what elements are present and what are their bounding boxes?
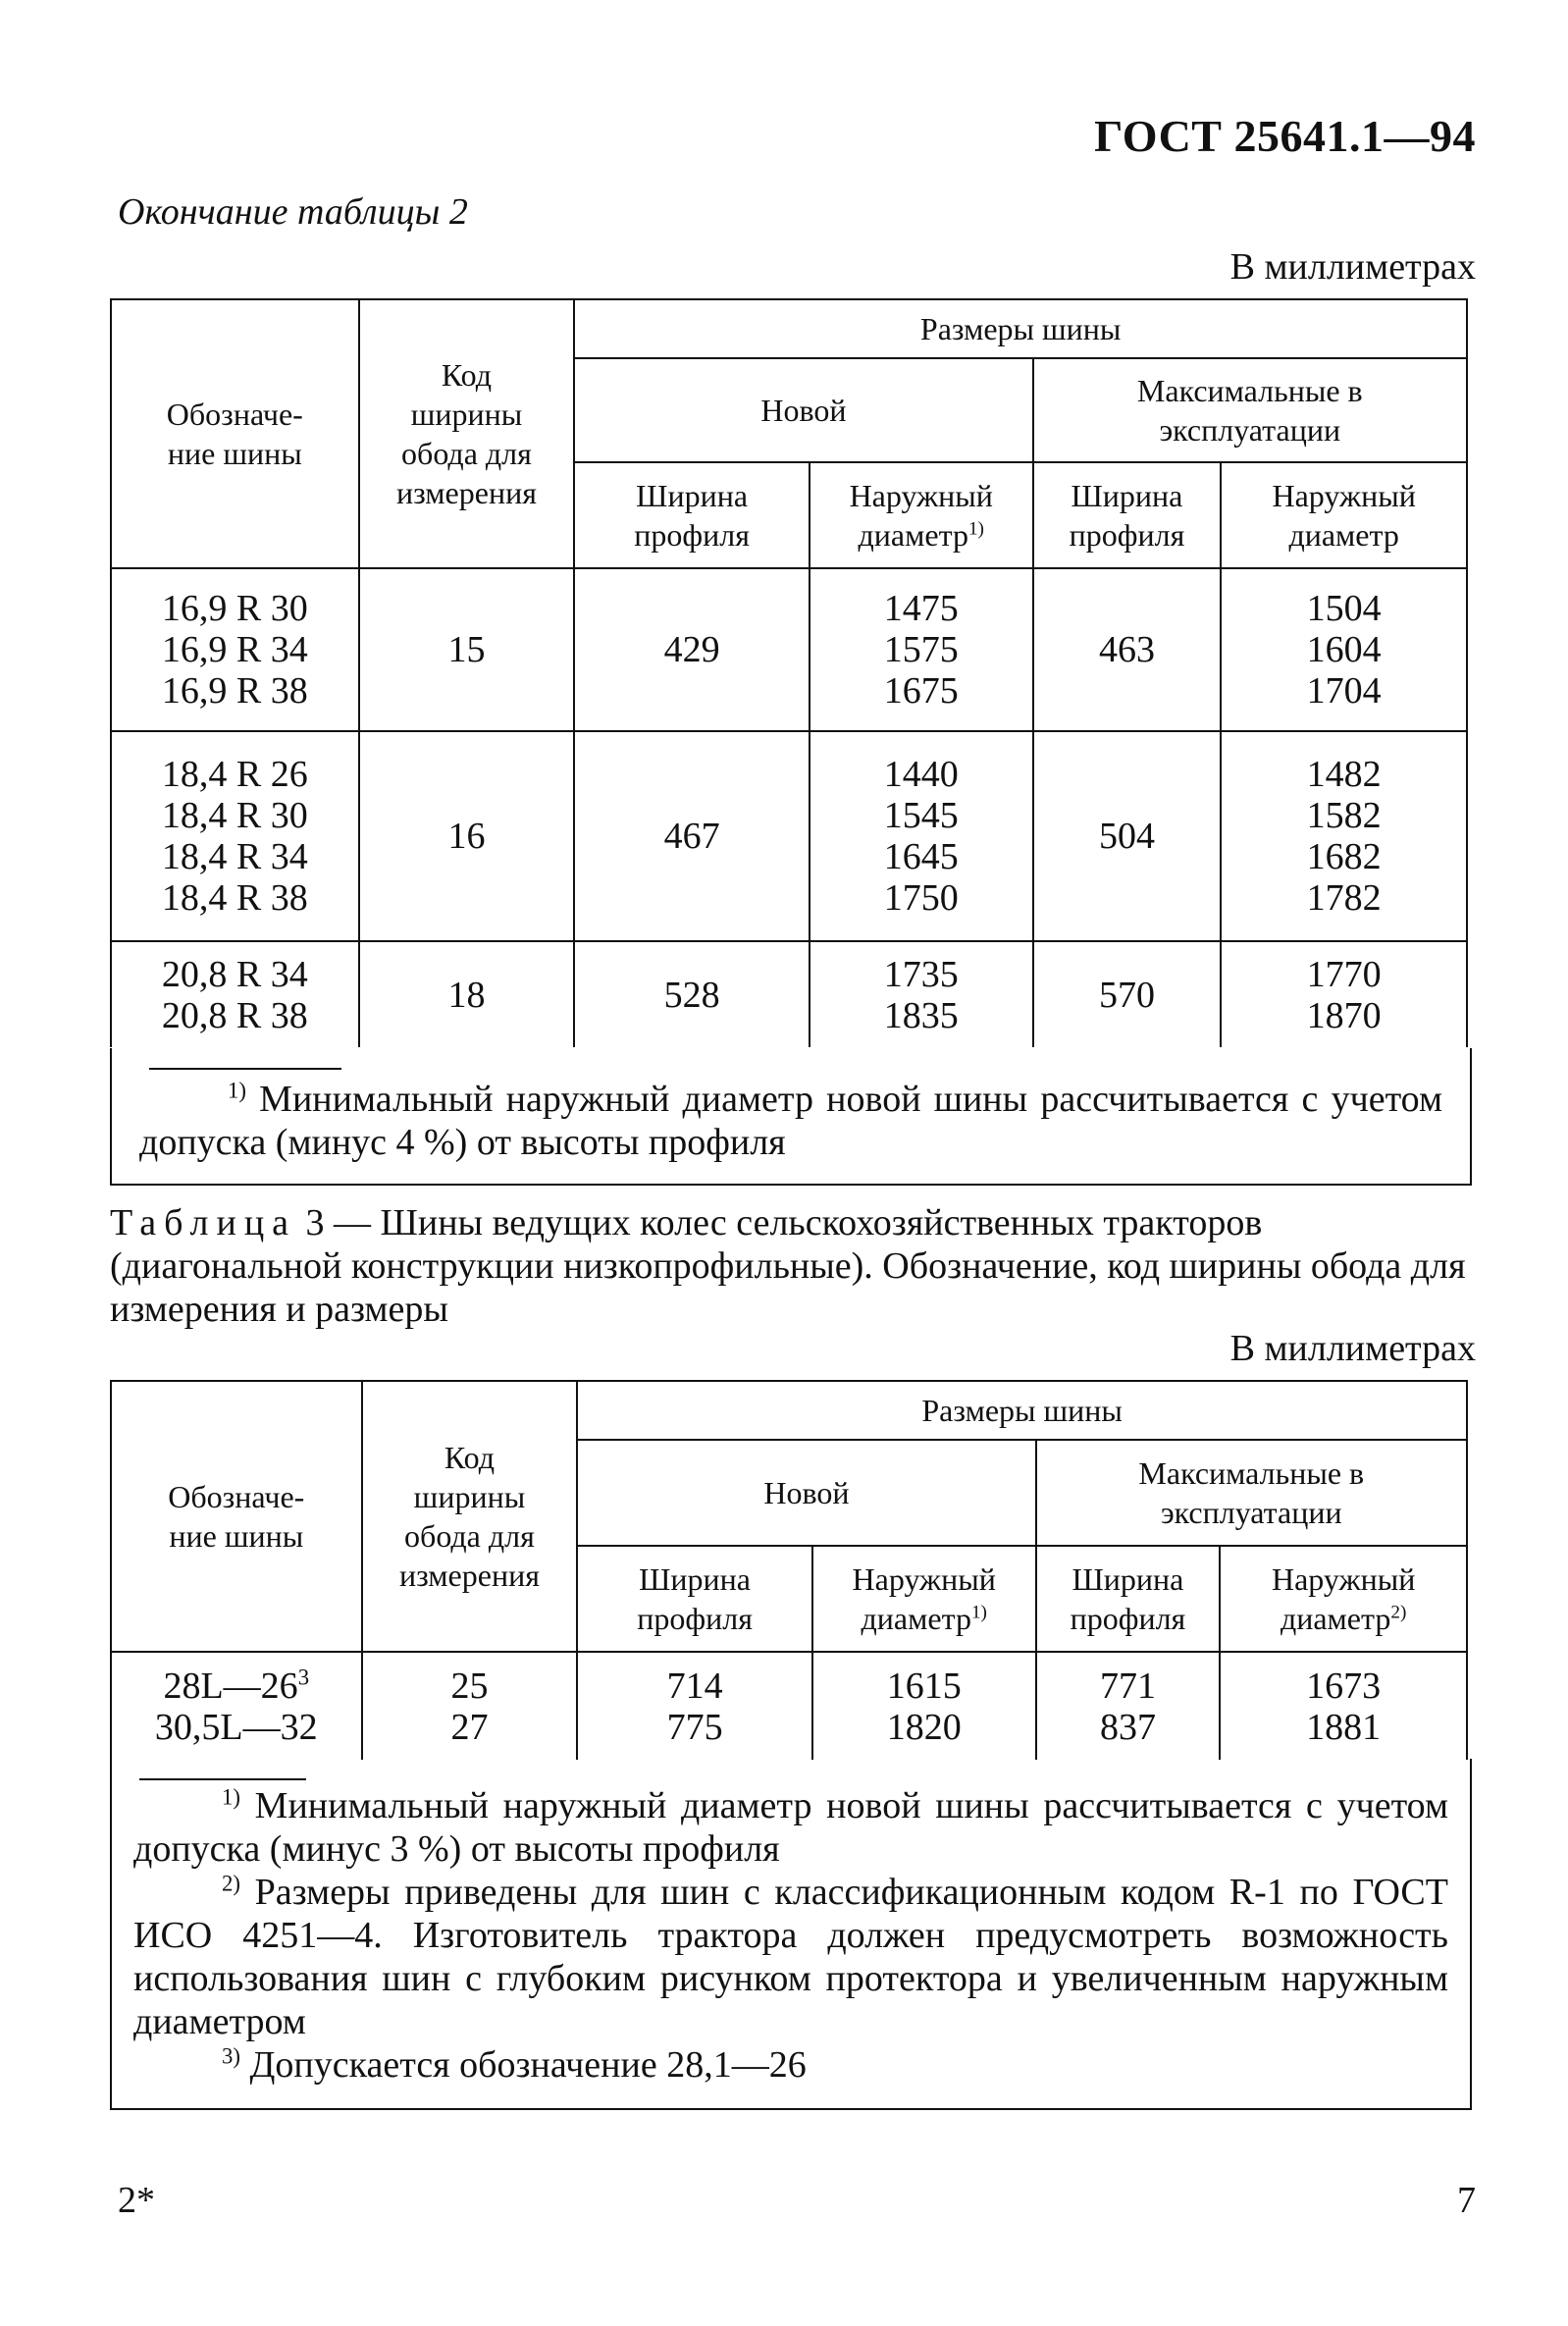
footnote: [139, 1078, 1442, 1164]
cell-max-diameter: [1221, 568, 1467, 731]
header-rim-code-text: [360, 355, 574, 512]
text-line: Ширина: [1071, 1561, 1184, 1597]
cell-new-diameter: [810, 568, 1033, 731]
text-line: диаметр: [1288, 517, 1399, 553]
cell-max-width-value: 837: [1099, 1706, 1156, 1748]
text-line: Ширина: [636, 478, 749, 513]
footnote-rule: [149, 1068, 341, 1070]
t3-header-max-service: [1036, 1440, 1467, 1546]
table2-continuation-caption: Окончание таблицы 2: [118, 191, 468, 233]
header-diameter-new: [810, 462, 1033, 568]
cell-designation-value: 16,9 R 38: [161, 670, 308, 712]
header-width-max-text: [1034, 476, 1221, 555]
text-line: Обозначе-: [168, 1479, 305, 1514]
cell-designation-value: 18,4 R 30: [161, 795, 308, 836]
text-line: ширины: [410, 396, 523, 432]
cell-designation-value: 16,9 R 30: [161, 588, 308, 629]
footnote-rule: [139, 1778, 306, 1780]
cell-max-diameter-value: 1870: [1306, 994, 1382, 1036]
cell-new-width-value: 467: [663, 816, 720, 857]
cell-rim-code-value: 25: [450, 1665, 489, 1707]
footnote-text: Допускается обозначение 28,1—26: [240, 2044, 807, 2086]
cell-rim-code: [359, 731, 575, 941]
footnote-mark: 2): [1390, 1602, 1407, 1623]
cell-new-diameter-value: 1615: [886, 1665, 962, 1707]
t3-header-rim-code: [362, 1381, 578, 1652]
text-line: диаметр$^{2)}$: [1280, 1601, 1407, 1636]
text-line: Код: [444, 1440, 495, 1475]
footnote: [133, 1871, 1448, 2043]
footnote: [133, 1784, 1448, 1871]
cell-max-width-value: 463: [1098, 629, 1155, 670]
table3-unit: В миллиметрах: [1229, 1328, 1476, 1369]
header-diameter-max-text: [1222, 476, 1466, 555]
cell-designation-value: $28L—26^3$: [163, 1664, 310, 1707]
cell-new-diameter: [812, 1652, 1036, 1760]
cell-designation-value: 18,4 R 34: [161, 836, 308, 877]
t3-header-diameter-max-text: [1221, 1559, 1466, 1638]
cell-new-diameter-value: 1440: [883, 754, 959, 795]
cell-designation-value: 18,4 R 38: [161, 877, 308, 919]
cell-max-width-value: 771: [1099, 1665, 1156, 1707]
table2: [110, 298, 1468, 1047]
cell-rim-code: [359, 568, 575, 731]
header-width-new-text: [575, 476, 809, 555]
t3-header-width-new: [577, 1546, 812, 1652]
cell-new-width-value: 714: [666, 1665, 723, 1707]
text-line: Максимальные в: [1138, 1455, 1365, 1491]
header-designation: [111, 299, 359, 568]
table3-number: 3: [305, 1202, 325, 1243]
cell-new-diameter-value: 1645: [883, 836, 959, 877]
table-row: [111, 1652, 1467, 1760]
cell-rim-code: [362, 1652, 578, 1760]
t3-header-new: Новой: [577, 1440, 1035, 1546]
standard-number: ГОСТ 25641.1—94: [1094, 111, 1476, 161]
text-line: Ширина: [1071, 478, 1183, 513]
header-width-max: [1033, 462, 1222, 568]
cell-max-diameter-value: 1704: [1306, 670, 1382, 712]
table-row: [111, 941, 1467, 1047]
text-line: ширины: [413, 1479, 526, 1514]
cell-max-diameter-value: 1582: [1306, 795, 1382, 836]
t3-header-width-max-text: [1037, 1559, 1220, 1638]
table-row: [111, 731, 1467, 941]
t3-header-diameter-new-text: [813, 1559, 1035, 1638]
cell-designation: [111, 941, 359, 1047]
cell-designation-value: 16,9 R 34: [161, 629, 308, 670]
cell-rim-code-value: 16: [447, 816, 486, 857]
cell-max-width-value: 570: [1098, 974, 1155, 1016]
t3-header-tire-sizes: Размеры шины: [577, 1381, 1467, 1440]
cell-max-diameter-value: 1482: [1306, 754, 1382, 795]
table3-label: Таблица: [110, 1202, 297, 1243]
cell-designation: [111, 568, 359, 731]
cell-max-diameter-value: 1673: [1306, 1665, 1382, 1707]
cell-new-width: [574, 731, 810, 941]
cell-new-diameter-value: 1545: [883, 795, 959, 836]
page-number: 7: [1457, 2180, 1476, 2221]
header-tire-sizes: Размеры шины: [574, 299, 1467, 358]
cell-new-diameter-value: 1750: [883, 877, 959, 919]
cell-new-width: [577, 1652, 812, 1760]
footnote-mark: 3): [222, 2043, 240, 2069]
text-line: профиля: [634, 517, 750, 553]
header-new: Новой: [574, 358, 1032, 462]
header-designation-text: [112, 395, 358, 473]
cell-new-diameter-value: 1820: [886, 1706, 962, 1748]
cell-designation-value: 20,8 R 38: [161, 994, 308, 1036]
text-line: обода для: [404, 1518, 535, 1554]
table2-unit: В миллиметрах: [1229, 246, 1476, 288]
text-line: Максимальные в: [1136, 373, 1363, 408]
footnote-text: Минимальный наружный диаметр новой шины рассчитывается с учетом допуска (минус 4 %) от высоты профиля: [139, 1079, 1442, 1163]
footnote-mark: 3: [297, 1664, 310, 1689]
cell-max-diameter: [1221, 731, 1467, 941]
header-width-new: [574, 462, 810, 568]
text-line: профиля: [1069, 517, 1185, 553]
cell-rim-code-value: 18: [447, 974, 486, 1016]
text-line: профиля: [1070, 1601, 1186, 1636]
text-line: ние шины: [169, 1518, 304, 1554]
cell-new-diameter: [810, 941, 1033, 1047]
cell-designation-value: 30,5L—32: [154, 1706, 318, 1748]
table-row: [111, 568, 1467, 731]
t3-header-diameter-max: [1220, 1546, 1467, 1652]
t3-header-width-max: [1036, 1546, 1221, 1652]
footnote: [133, 2043, 1448, 2087]
text-line: профиля: [637, 1601, 753, 1636]
cell-max-width: [1033, 941, 1222, 1047]
footer-signature-mark: 2*: [118, 2180, 155, 2221]
t3-header-rim-code-text: [363, 1438, 577, 1595]
cell-max-width-value: 504: [1098, 816, 1155, 857]
footnote-text: Размеры приведены для шин с классификационным кодом R-1 по ГОСТ ИСО 4251—4. Изготовитель трактора должен предусмотреть возможность использования шин с глубоким рисунком протектора и увеличенным наружным диаметром: [133, 1872, 1448, 2042]
cell-new-diameter: [810, 731, 1033, 941]
text-line: диаметр$^{1)}$: [858, 517, 984, 553]
cell-max-width: [1033, 731, 1222, 941]
t3-header-designation: [111, 1381, 362, 1652]
header-diameter-new-text: [810, 476, 1032, 555]
cell-max-diameter-value: 1504: [1306, 588, 1382, 629]
footnote-mark: 1): [222, 1784, 240, 1810]
cell-rim-code: [359, 941, 575, 1047]
cell-new-width: [574, 941, 810, 1047]
text-line: Обозначе-: [166, 396, 303, 432]
cell-new-diameter-value: 1675: [883, 670, 959, 712]
cell-max-diameter: [1221, 941, 1467, 1047]
header-rim-code: [359, 299, 575, 568]
t3-header-max-service-text: [1037, 1454, 1466, 1532]
t3-header-diameter-new: [812, 1546, 1036, 1652]
text-line: Ширина: [639, 1561, 751, 1597]
cell-new-diameter-value: 1735: [883, 953, 959, 995]
table2-footnotes: [110, 1048, 1472, 1186]
text-line: обода для: [401, 436, 532, 471]
header-max-service-text: [1034, 371, 1466, 449]
cell-max-width: [1036, 1652, 1221, 1760]
table3-caption: [110, 1201, 1468, 1331]
cell-new-diameter-value: 1835: [883, 994, 959, 1036]
cell-new-diameter-value: 1475: [883, 588, 959, 629]
footnote-text: Минимальный наружный диаметр новой шины рассчитывается с учетом допуска (минус 3 %) от высоты профиля: [133, 1785, 1448, 1870]
cell-max-diameter-value: 1881: [1306, 1706, 1382, 1748]
text-line: измерения: [398, 1558, 540, 1593]
text-line: Наружный: [852, 1561, 996, 1597]
footnote-mark: 2): [222, 1871, 240, 1896]
t3-header-designation-text: [112, 1477, 361, 1556]
cell-designation: [111, 1652, 362, 1760]
footnote-mark: 1): [228, 1078, 246, 1103]
text-line: эксплуатации: [1159, 412, 1341, 448]
text-line: Наружный: [1272, 478, 1416, 513]
table3: [110, 1380, 1468, 1760]
table3-footnotes: [110, 1759, 1472, 2110]
cell-designation-value: 18,4 R 26: [161, 754, 308, 795]
cell-new-width-value: 528: [663, 974, 720, 1016]
cell-max-diameter-value: 1604: [1306, 629, 1382, 670]
table3-title: — Шины ведущих колес сельскохозяйственных тракторов (диагональной конструкции низкопрофильные). Обозначение, код ширины обода для измерения и размеры: [110, 1202, 1466, 1330]
cell-max-diameter: [1220, 1652, 1467, 1760]
cell-max-width: [1033, 568, 1222, 731]
cell-designation-value: 20,8 R 34: [161, 953, 308, 995]
cell-new-width-value: 775: [666, 1706, 723, 1748]
text-line: Наружный: [1271, 1561, 1416, 1597]
header-max-service: [1033, 358, 1467, 462]
text-line: эксплуатации: [1160, 1495, 1342, 1530]
cell-rim-code-value: 15: [447, 629, 486, 670]
header-diameter-max: [1221, 462, 1467, 568]
cell-new-diameter-value: 1575: [883, 629, 959, 670]
cell-designation: [111, 731, 359, 941]
text-line: ние шины: [167, 436, 302, 471]
text-line: Наружный: [849, 478, 993, 513]
cell-new-width-value: 429: [663, 629, 720, 670]
cell-new-width: [574, 568, 810, 731]
text-line: диаметр$^{1)}$: [861, 1601, 987, 1636]
cell-max-diameter-value: 1782: [1306, 877, 1382, 919]
footnote-mark: 1): [970, 1602, 987, 1623]
t3-header-width-new-text: [578, 1559, 811, 1638]
cell-max-diameter-value: 1770: [1306, 953, 1382, 995]
footnote-mark: 1): [967, 518, 984, 540]
cell-rim-code-value: 27: [450, 1706, 489, 1748]
text-line: Код: [441, 357, 492, 393]
cell-max-diameter-value: 1682: [1306, 836, 1382, 877]
text-line: измерения: [395, 475, 537, 510]
